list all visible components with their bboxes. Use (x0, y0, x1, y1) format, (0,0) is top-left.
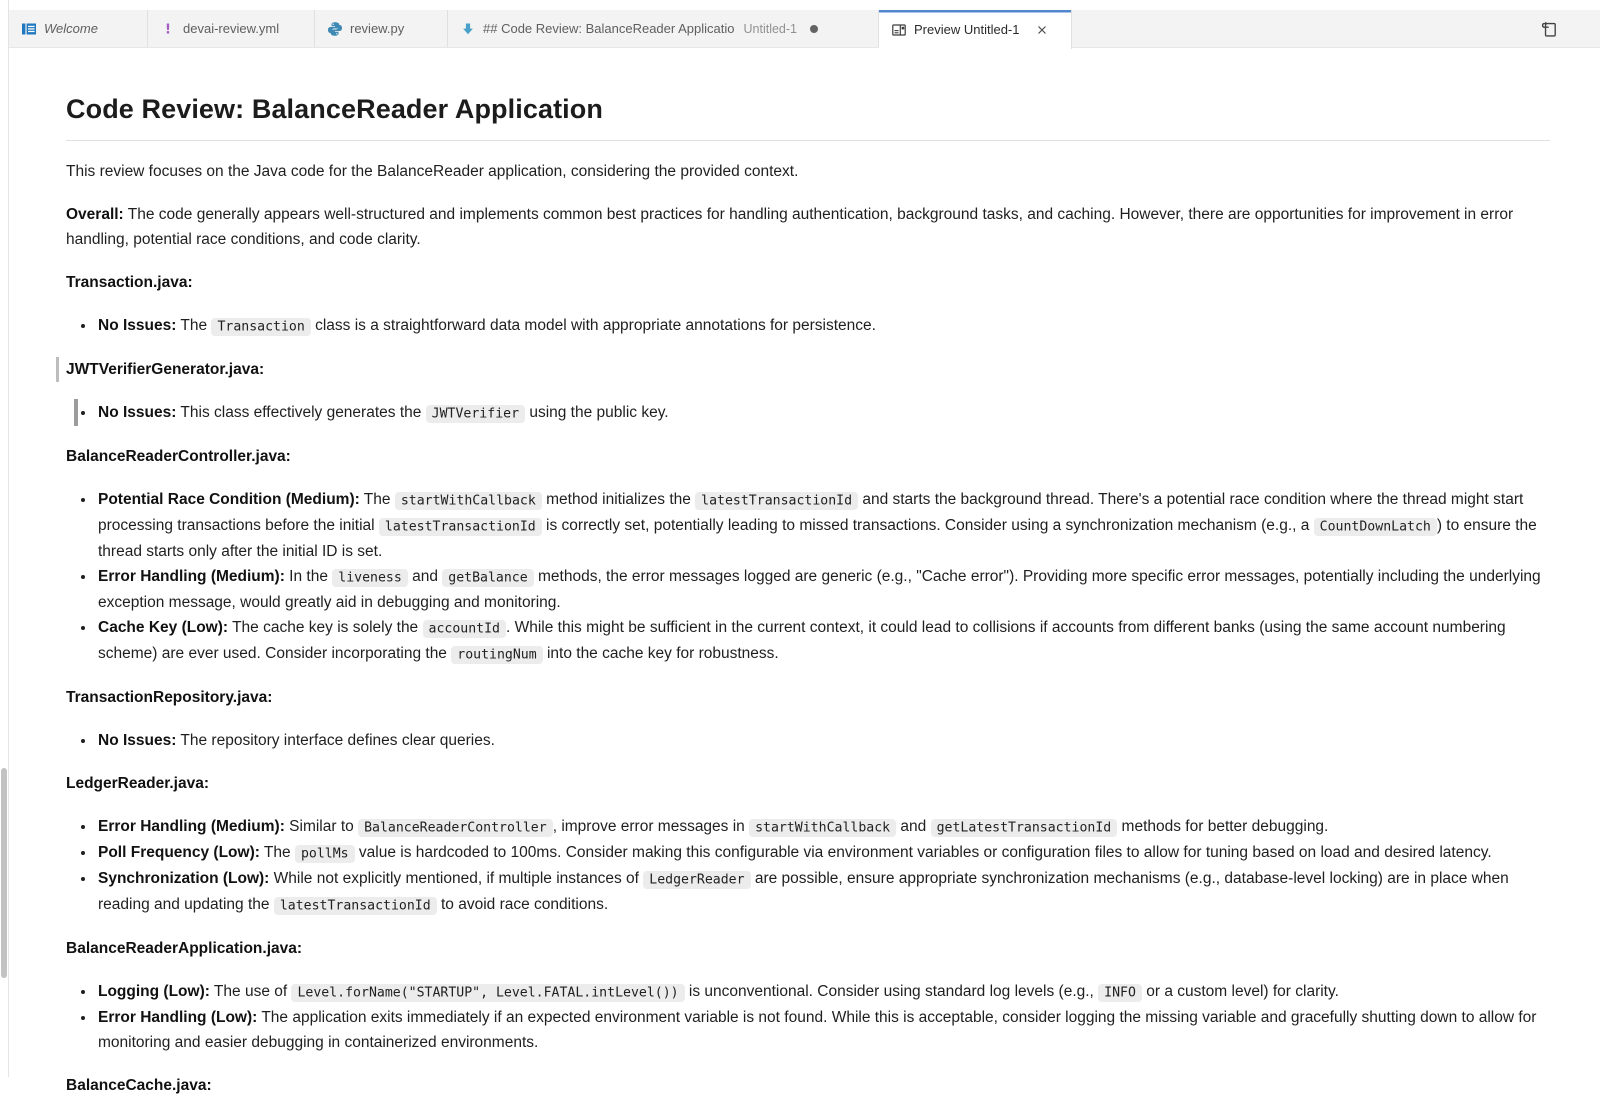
close-icon[interactable] (1033, 21, 1051, 39)
markdown-preview-pane (10, 49, 1600, 1094)
list-item (96, 615, 1550, 667)
bold-text: BalanceReaderApplication.java: (66, 940, 303, 957)
list-item (96, 1005, 1550, 1055)
inline-code: latestTransactionId (379, 518, 542, 536)
text-run: are possible, ensure appropriate synchronization mechanisms (e.g., database-level locking) are in place when reading and updating the (98, 870, 1509, 913)
list-item (96, 728, 1550, 753)
text-run: This review focuses on the Java code for the BalanceReader application, considering the provided context. (66, 163, 799, 180)
bullet-list (66, 487, 1550, 667)
bullet-list (66, 728, 1550, 753)
bold-text: Error Handling (Medium): (98, 568, 285, 585)
bullet-list (66, 814, 1550, 918)
text-run: The (359, 491, 395, 508)
tab-review-py[interactable] (315, 10, 448, 47)
text-run: ) to ensure the thread starts only after the initial ID is set. (98, 517, 1537, 560)
inline-code: JWTVerifier (426, 405, 525, 423)
inline-code: latestTransactionId (274, 897, 437, 915)
welcome-book-icon (21, 21, 37, 37)
text-run: value is hardcoded to 100ms. Consider making this configurable via environment variables or configuration files to allow for tuning based on load and desired latency. (354, 844, 1492, 861)
inline-code: BalanceReaderController (358, 819, 553, 837)
text-run: methods for better debugging. (1117, 818, 1329, 835)
tab-secondary-label: Untitled-1 (743, 21, 797, 36)
show-source-icon[interactable] (1538, 19, 1558, 39)
overall-paragraph (66, 202, 1550, 252)
tab-welcome[interactable] (9, 10, 148, 47)
tab-label: devai-review.yml (183, 21, 280, 36)
section-heading-transactionrepository (66, 685, 1550, 710)
yaml-exclamation-icon (160, 21, 176, 37)
section-heading-ledgerreader (66, 771, 1550, 796)
tab-label: Preview Untitled-1 (914, 22, 1020, 37)
text-run: The repository interface defines clear queries. (176, 732, 495, 749)
bullet-list (66, 400, 1550, 426)
inline-code: liveness (332, 569, 408, 587)
bold-text: BalanceCache.java: (66, 1077, 212, 1094)
text-run: and (407, 568, 443, 585)
text-run: The cache key is solely the (228, 619, 423, 636)
inline-code: CountDownLatch (1314, 518, 1437, 536)
bold-text: Cache Key (Low): (98, 619, 229, 636)
tab-label: Welcome (44, 21, 98, 36)
text-run: method initializes the (541, 491, 696, 508)
inline-code: routingNum (451, 646, 542, 664)
text-run: In the (284, 568, 333, 585)
text-run: The code generally appears well-structured and implements common best practices for handling authentication, background tasks, and caching. However, there are opportunities for improvement in error handling, potential race conditions, and code clarity. (66, 206, 1514, 248)
bold-text: No Issues: (98, 732, 177, 749)
text-run: , improve error messages in (552, 818, 750, 835)
text-run: and starts the background thread. There's a potential race condition where the thread might start processing transactions before the initial (98, 491, 1524, 534)
text-run: While not explicitly mentioned, if multiple instances of (269, 870, 644, 887)
bold-text: JWTVerifierGenerator.java: (66, 361, 265, 378)
inline-code: getBalance (442, 569, 533, 587)
list-item (96, 979, 1550, 1005)
bold-text: No Issues: (98, 317, 177, 334)
bold-text: Potential Race Condition (Medium): (98, 491, 360, 508)
inline-code: getLatestTransactionId (931, 819, 1118, 837)
tab-label: review.py (350, 21, 405, 36)
page-title: Code Review: BalanceReader Application (66, 93, 1550, 141)
bold-text: BalanceReaderController.java: (66, 448, 291, 465)
text-run: or a custom level) for clarity. (1141, 983, 1339, 1000)
tab-devai-review-yml[interactable] (148, 10, 315, 47)
bold-text: TransactionRepository.java: (66, 689, 273, 706)
text-run: The (259, 844, 295, 861)
bold-text: Poll Frequency (Low): (98, 844, 260, 861)
bold-text: No Issues: (98, 404, 177, 421)
inline-code: startWithCallback (749, 819, 896, 837)
inline-code: Transaction (211, 318, 310, 336)
inline-code: pollMs (295, 845, 355, 863)
markdown-arrow-icon (460, 21, 476, 37)
text-run: is correctly set, potentially leading to missed transactions. Consider using a synchronization mechanism (e.g., a (541, 517, 1314, 534)
text-run: methods, the error messages logged are generic (e.g., "Cache error"). Providing more specific error messages, potentially including the underlying exception message, would greatly aid in debugging and monitoring. (98, 568, 1541, 611)
preview-window-icon (891, 22, 907, 38)
bold-text: Logging (Low): (98, 983, 210, 1000)
list-item (96, 814, 1550, 840)
markdown-body (66, 93, 1550, 1098)
section-heading-transaction (66, 270, 1550, 295)
text-run: The application exits immediately if an expected environment variable is not found. While this is acceptable, consider logging the missing variable and gracefully shutting down to allow for monitoring and easier debugging in containerized environments. (98, 1009, 1537, 1051)
python-icon (327, 21, 343, 37)
text-run: and (896, 818, 931, 835)
text-run: The use of (209, 983, 292, 1000)
text-run: The (176, 317, 212, 334)
bold-text: Overall: (66, 206, 124, 223)
list-item (96, 487, 1550, 564)
bullet-list (66, 979, 1550, 1055)
list-item (96, 866, 1550, 918)
bold-text: LedgerReader.java: (66, 775, 210, 792)
inline-code: latestTransactionId (695, 492, 858, 510)
inline-code: Level.forName("STARTUP", Level.FATAL.intLevel()) (291, 984, 684, 1002)
section-heading-balancereaderapplication (66, 936, 1550, 961)
section-heading-balancecache (66, 1073, 1550, 1098)
text-run: to avoid race conditions. (436, 896, 609, 913)
section-heading-balancereadercontroller (66, 444, 1550, 469)
text-run: into the cache key for robustness. (542, 645, 779, 662)
editor-tab-bar (9, 10, 1600, 48)
vertical-scrollbar-thumb[interactable] (1, 768, 7, 978)
inline-code: INFO (1098, 984, 1142, 1002)
bold-text: Synchronization (Low): (98, 870, 270, 887)
tab-preview-untitled[interactable] (879, 10, 1072, 49)
bold-text: Error Handling (Low): (98, 1009, 258, 1026)
text-run: Similar to (284, 818, 359, 835)
text-run: . While this might be sufficient in the current context, it could lead to collisions if accounts from different banks (using the same account numbering scheme) are ever used. Consider incorporating the (98, 619, 1506, 662)
modified-dot-icon (810, 25, 818, 33)
inline-code: LedgerReader (643, 871, 750, 889)
inline-code: startWithCallback (395, 492, 542, 510)
bullet-list (66, 313, 1550, 339)
text-run: class is a straightforward data model with appropriate annotations for persistence. (310, 317, 876, 334)
text-run: using the public key. (525, 404, 669, 421)
list-item (96, 564, 1550, 615)
list-item (96, 840, 1550, 866)
svg-text:!: ! (164, 21, 172, 38)
text-run: is unconventional. Consider using standard log levels (e.g., (684, 983, 1099, 1000)
text-run: This class effectively generates the (176, 404, 426, 421)
inline-code: accountId (423, 620, 506, 638)
list-item (96, 400, 1550, 426)
list-item (96, 313, 1550, 339)
tab-untitled-markdown[interactable] (448, 10, 879, 47)
bold-text: Transaction.java: (66, 274, 193, 291)
tab-label: ## Code Review: BalanceReader Applicatio (483, 21, 735, 36)
intro-paragraph (66, 159, 1550, 184)
bold-text: Error Handling (Medium): (98, 818, 285, 835)
section-heading-jwtverifiergenerator (66, 357, 1550, 382)
tab-bar-empty-space (1072, 10, 1600, 47)
